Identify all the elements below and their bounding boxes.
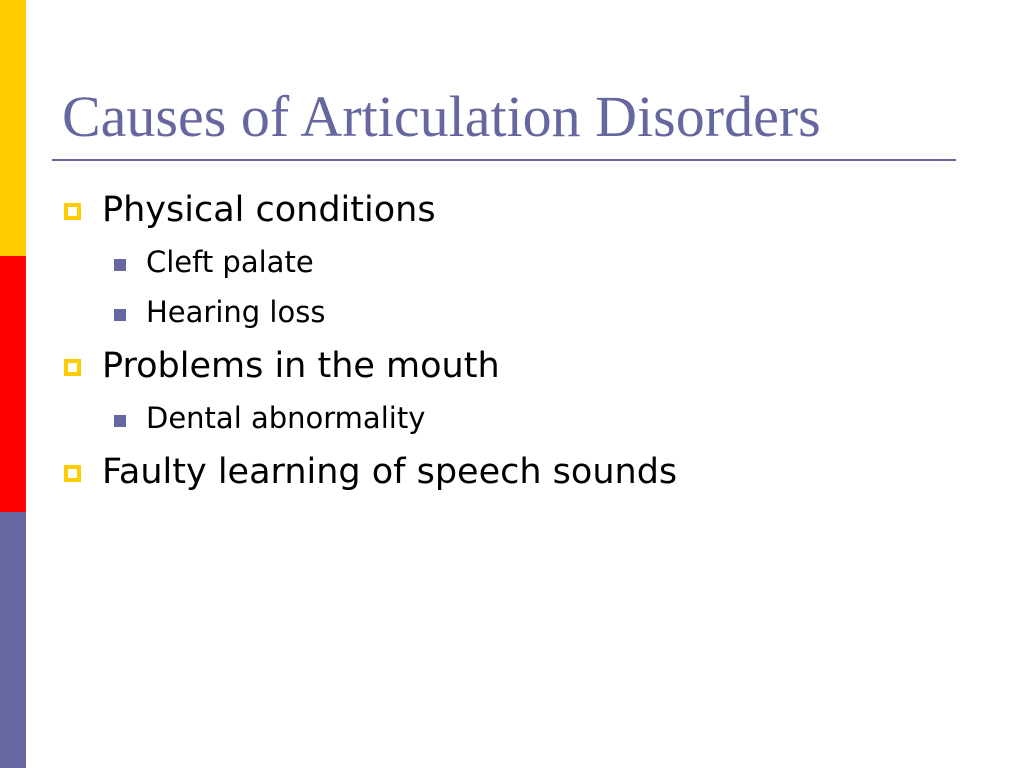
bullet-text: Problems in the mouth — [102, 346, 500, 386]
hollow-square-bullet-icon — [64, 203, 81, 220]
bullet-text: Hearing loss — [146, 295, 326, 329]
bullet-text: Faulty learning of speech sounds — [102, 452, 678, 492]
left-stripe-blue — [0, 512, 26, 768]
hollow-square-bullet-icon — [64, 359, 81, 376]
left-stripe-yellow — [0, 0, 26, 256]
filled-square-bullet-icon — [114, 259, 126, 271]
title-underline — [52, 159, 956, 161]
bullet-text: Dental abnormality — [146, 401, 426, 435]
filled-square-bullet-icon — [114, 309, 126, 321]
hollow-square-bullet-icon — [64, 465, 81, 482]
bullet-text: Physical conditions — [102, 190, 436, 230]
left-stripe-red — [0, 256, 26, 512]
filled-square-bullet-icon — [114, 415, 126, 427]
slide-title: Causes of Articulation Disorders — [62, 84, 821, 149]
bullet-text: Cleft palate — [146, 245, 314, 279]
